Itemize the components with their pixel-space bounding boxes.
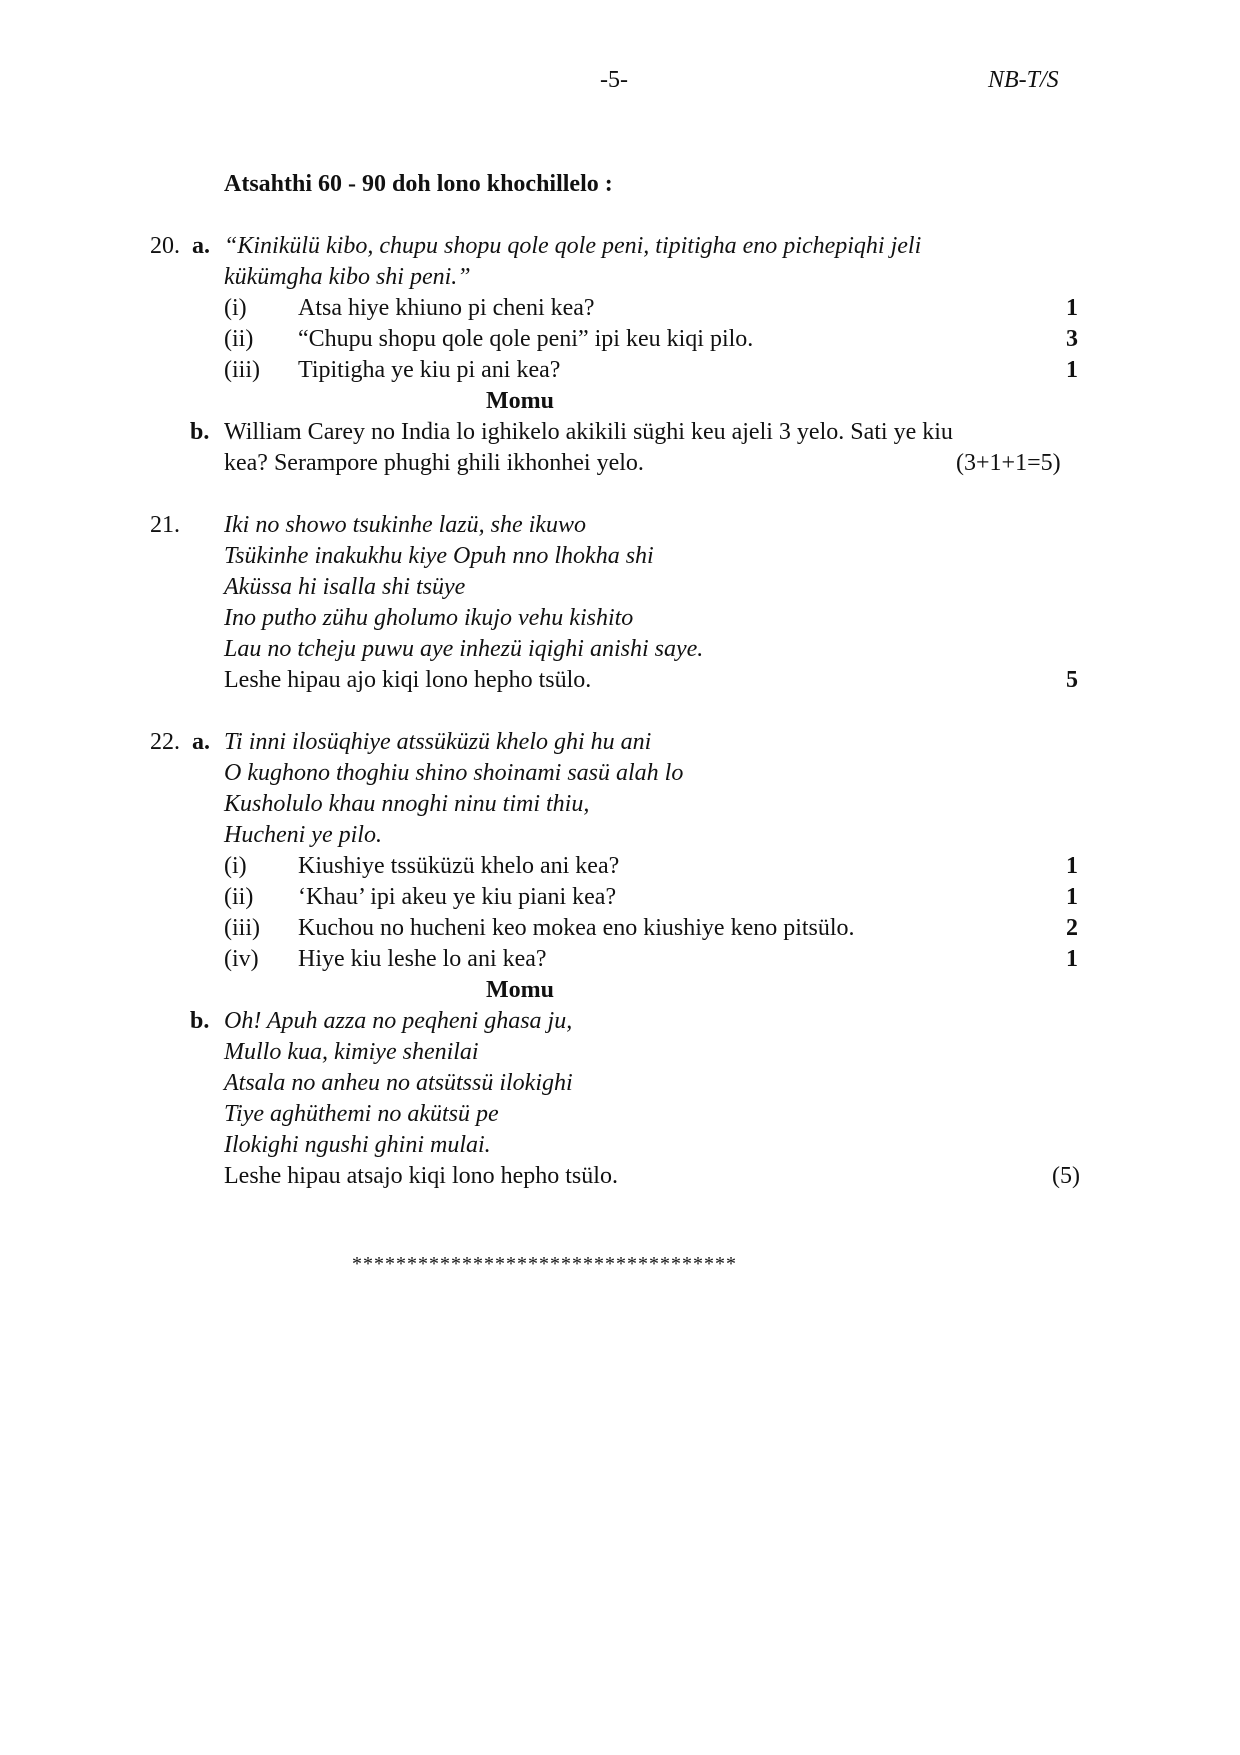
question-20b-line1: William Carey no India lo ighikelo akikili süghi keu ajeli 3 yelo. Sati ye kiu [224,419,953,445]
sub-item-number: (ii) [224,884,254,910]
page-number: -5- [600,67,628,93]
document-code: NB-T/S [988,67,1059,93]
sub-item-text: ‘Khau’ ipi akeu ye kiu piani kea? [298,884,617,910]
sub-item-number: (iii) [224,357,260,383]
poem-line: Hucheni ye pilo. [224,822,382,848]
marks: (3+1+1=5) [956,450,1061,476]
marks: 3 [1066,326,1078,352]
poem-line: Mullo kua, kimiye shenilai [224,1039,479,1065]
poem-line: O kughono thoghiu shino shoinami sasü alah lo [224,760,684,786]
sub-item-text: “Chupu shopu qole qole peni” ipi keu kiqi pilo. [298,326,754,352]
marks: 2 [1066,915,1078,941]
poem-line: Aküssa hi isalla shi tsüye [224,574,466,600]
question-22b-label: b. [190,1008,210,1034]
question-22b-instruction: Leshe hipau atsajo kiqi lono hepho tsülo. [224,1163,618,1189]
poem-line: Ino putho zühu gholumo ikujo vehu kishito [224,605,634,631]
sub-item-text: Tipitigha ye kiu pi ani kea? [298,357,561,383]
sub-item-number: (i) [224,853,247,879]
or-label: Momu [486,977,554,1003]
poem-line: Oh! Apuh azza no peqheni ghasa ju, [224,1008,573,1034]
question-21-number: 21. [150,512,180,538]
question-22a-label: a. [192,729,210,755]
marks: 1 [1066,853,1078,879]
marks: 1 [1066,295,1078,321]
question-20a-label: a. [192,233,210,259]
end-of-paper-stars: *********************************** [352,1253,737,1275]
question-20b-line2: kea? Serampore phughi ghili ikhonhei yelo. [224,450,644,476]
marks: (5) [1052,1163,1080,1189]
poem-line: Atsala no anheu no atsütssü ilokighi [224,1070,573,1096]
sub-item-text: Atsa hiye khiuno pi cheni kea? [298,295,595,321]
poem-line: Ti inni ilosüqhiye atssüküzü khelo ghi hu ani [224,729,652,755]
sub-item-number: (iii) [224,915,260,941]
poem-line: Lau no tcheju puwu aye inhezü iqighi anishi saye. [224,636,704,662]
question-20b-label: b. [190,419,210,445]
marks: 1 [1066,884,1078,910]
poem-line: Kusholulo khau nnoghi ninu timi thiu, [224,791,590,817]
section-instruction: Atsahthi 60 - 90 doh lono khochillelo : [224,171,613,197]
poem-line: Tiye aghüthemi no akütsü pe [224,1101,499,1127]
poem-line: Ilokighi ngushi ghini mulai. [224,1132,491,1158]
poem-line: Iki no showo tsukinhe lazü, she ikuwo [224,512,586,538]
marks: 1 [1066,946,1078,972]
question-20-number: 20. [150,233,180,259]
poem-line: Tsükinhe inakukhu kiye Opuh nno lhokha shi [224,543,654,569]
question-22-number: 22. [150,729,180,755]
sub-item-text: Kuchou no hucheni keo mokea eno kiushiye keno pitsülo. [298,915,855,941]
or-label: Momu [486,388,554,414]
sub-item-number: (i) [224,295,247,321]
sub-item-number: (ii) [224,326,254,352]
marks: 1 [1066,357,1078,383]
marks: 5 [1066,667,1078,693]
question-20a-quote-line2: kükümgha kibo shi peni.” [224,264,471,290]
question-21-instruction: Leshe hipau ajo kiqi lono hepho tsülo. [224,667,592,693]
sub-item-text: Hiye kiu leshe lo ani kea? [298,946,547,972]
question-20a-quote-line1: “Kinikülü kibo, chupu shopu qole qole peni, tipitigha eno pichepiqhi jeli [224,233,922,259]
sub-item-text: Kiushiye tssüküzü khelo ani kea? [298,853,620,879]
sub-item-number: (iv) [224,946,259,972]
